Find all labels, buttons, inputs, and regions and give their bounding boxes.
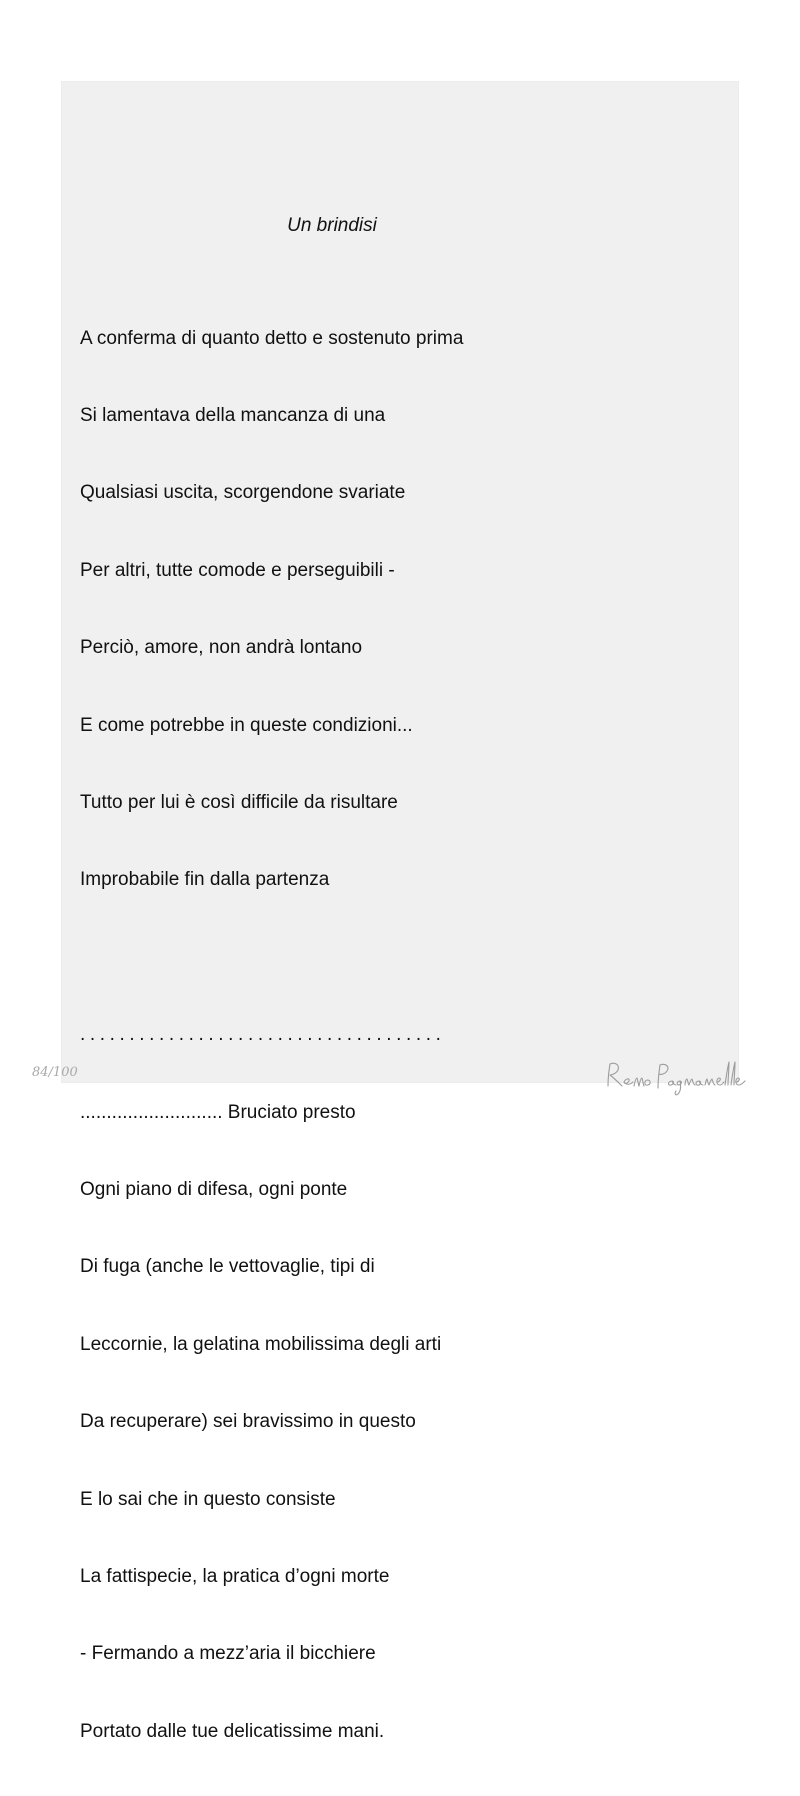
poem-line: Improbabile fin dalla partenza — [80, 869, 330, 891]
poem-line: Da recuperare) sei bravissimo in questo — [80, 1411, 416, 1433]
poem-title: Un brindisi — [287, 215, 377, 236]
stanza-1 — [80, 274, 640, 945]
poem-line: E come potrebbe in queste condizioni... — [80, 714, 413, 736]
poem — [80, 214, 640, 1796]
poem-line: Tutto per lui è così difficile da risultare — [80, 791, 398, 813]
ellipsis-line: ..................................... — [80, 1024, 446, 1046]
poem-line: Perciò, amore, non andrà lontano — [80, 637, 363, 659]
poem-line: Per altri, tutte comode e perseguibili - — [80, 559, 395, 581]
poem-line: ........................... Bruciato presto — [80, 1101, 356, 1123]
poem-line: Di fuga (anche le vettovaglie, tipi di — [80, 1256, 375, 1278]
poem-line: Leccornie, la gelatina mobilissima degli arti — [80, 1333, 442, 1355]
poem-line: - Fermando a mezz’aria il bicchiere — [80, 1643, 376, 1665]
poem-line: Ogni piano di difesa, ogni ponte — [80, 1179, 348, 1201]
poem-line: Portato dalle tue delicatissime mani. — [80, 1720, 385, 1742]
stanza-2 — [80, 971, 640, 1796]
poem-line: Qualsiasi uscita, scorgendone svariate — [80, 482, 406, 504]
edition-number: 84/100 — [32, 1065, 78, 1080]
poem-line: A conferma di quanto detto e sostenuto prima — [80, 327, 464, 349]
handwritten-signature — [600, 1050, 750, 1100]
poem-line: La fattispecie, la pratica d’ogni morte — [80, 1566, 390, 1588]
poem-line: E lo sai che in questo consiste — [80, 1488, 336, 1510]
poem-line: Si lamentava della mancanza di una — [80, 404, 386, 426]
